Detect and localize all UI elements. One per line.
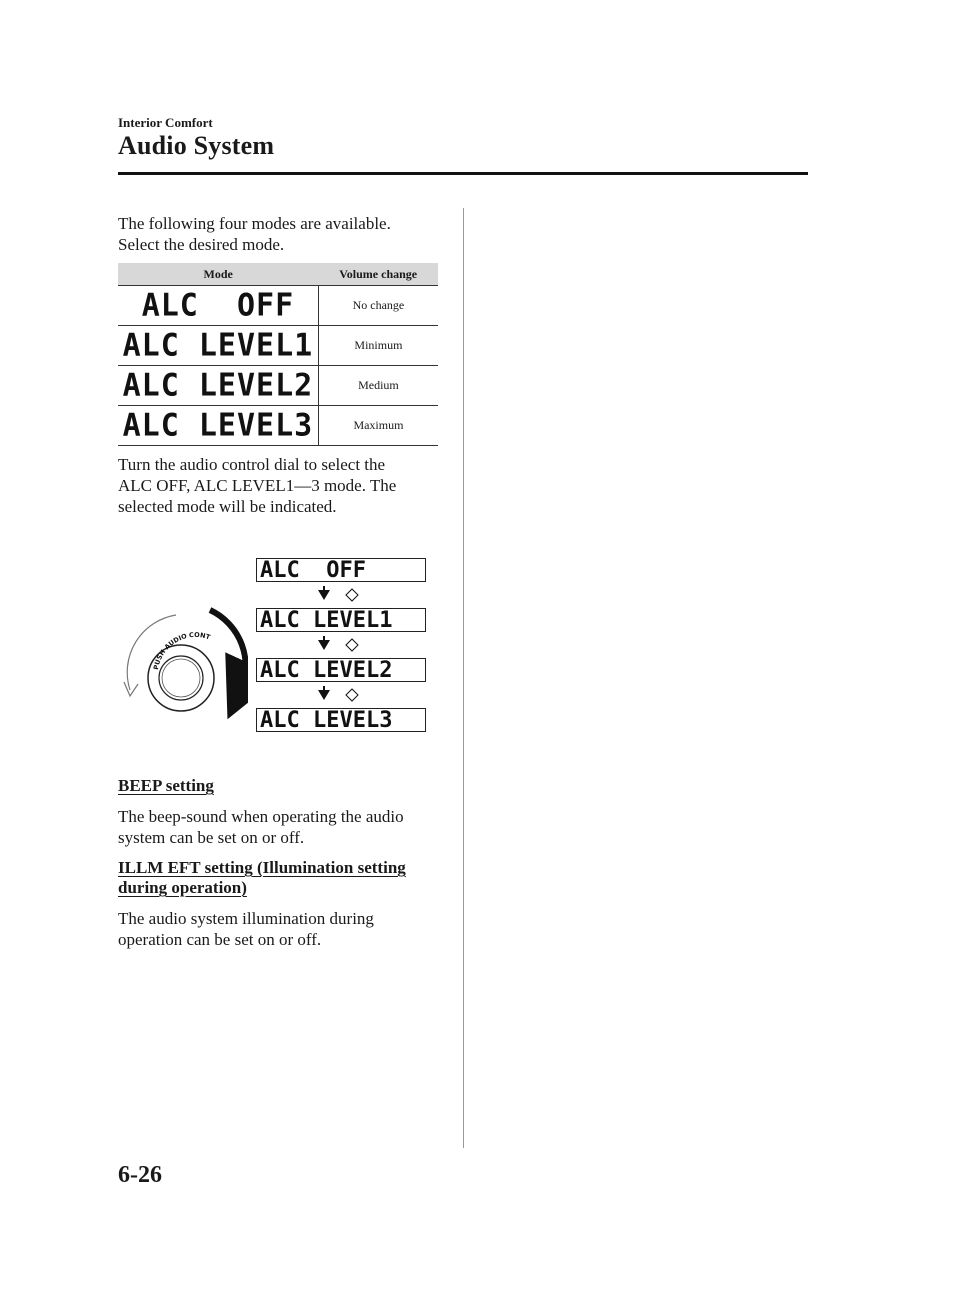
volume-change-cell: Maximum xyxy=(318,406,438,446)
section-label: Interior Comfort xyxy=(118,115,213,130)
dial-paragraph xyxy=(118,454,448,517)
intro-line-1: The following four modes are available. xyxy=(118,214,391,233)
table-row xyxy=(118,326,438,366)
mode-display-cell xyxy=(118,326,318,366)
mode-arrow-icon xyxy=(316,586,376,606)
dial-line-2: ALC OFF, ALC LEVEL1―3 mode. The xyxy=(118,476,397,495)
lcd-display: ALC LEVEL2 xyxy=(122,367,314,404)
beep-heading: BEEP setting xyxy=(118,776,214,795)
page-title: Audio System xyxy=(118,131,275,160)
lcd-display: ALC OFF xyxy=(141,287,295,324)
volume-change-cell: No change xyxy=(318,286,438,326)
beep-line-1: The beep-sound when operating the audio xyxy=(118,807,404,826)
intro-line-2: Select the desired mode. xyxy=(118,235,285,254)
mode-display-cell xyxy=(118,286,318,326)
display-alc-off: ALC OFF xyxy=(256,558,426,582)
heading-rule xyxy=(118,172,808,175)
clockwise-arrow-icon xyxy=(210,610,246,692)
lcd-display: ALC LEVEL1 xyxy=(122,327,314,364)
table-row xyxy=(118,406,438,446)
volume-change-cell: Medium xyxy=(318,366,438,406)
display-alc-level1: ALC LEVEL1 xyxy=(256,608,426,632)
illm-heading-line-1: ILLM EFT setting (Illumination setting xyxy=(118,858,406,877)
lcd-display: ALC LEVEL3 xyxy=(122,407,314,444)
volume-change-cell: Minimum xyxy=(318,326,438,366)
alc-mode-diagram xyxy=(118,540,448,750)
illm-line-2: operation can be set on or off. xyxy=(118,930,322,949)
page-number: 6-26 xyxy=(118,1162,162,1188)
beep-paragraph xyxy=(118,806,448,848)
mode-arrow-icon xyxy=(316,686,376,706)
mode-display-cell xyxy=(118,366,318,406)
illm-line-1: The audio system illumination during xyxy=(118,909,374,928)
illm-paragraph xyxy=(118,908,448,950)
dial-line-3: selected mode will be indicated. xyxy=(118,497,337,516)
beep-line-2: system can be set on or off. xyxy=(118,828,305,847)
column-divider xyxy=(463,208,464,1148)
mode-column-header: Mode xyxy=(118,263,318,286)
audio-control-dial xyxy=(118,600,248,770)
mode-display-cell xyxy=(118,406,318,446)
illm-heading xyxy=(118,858,448,898)
dial-label: PUSH AUDIO CONT xyxy=(152,630,212,671)
mode-table-header xyxy=(118,263,438,286)
mode-table xyxy=(118,263,438,446)
display-alc-level2: ALC LEVEL2 xyxy=(256,658,426,682)
table-row xyxy=(118,366,438,406)
mode-arrow-icon xyxy=(316,636,376,656)
intro-paragraph xyxy=(118,213,448,255)
illm-heading-line-2: during operation) xyxy=(118,878,247,897)
dial-knob xyxy=(159,656,203,700)
dial-line-1: Turn the audio control dial to select the xyxy=(118,455,386,474)
table-row xyxy=(118,286,438,326)
volume-column-header: Volume change xyxy=(318,263,438,286)
display-alc-level3: ALC LEVEL3 xyxy=(256,708,426,732)
rotation-guide-arrow-icon xyxy=(124,682,138,696)
